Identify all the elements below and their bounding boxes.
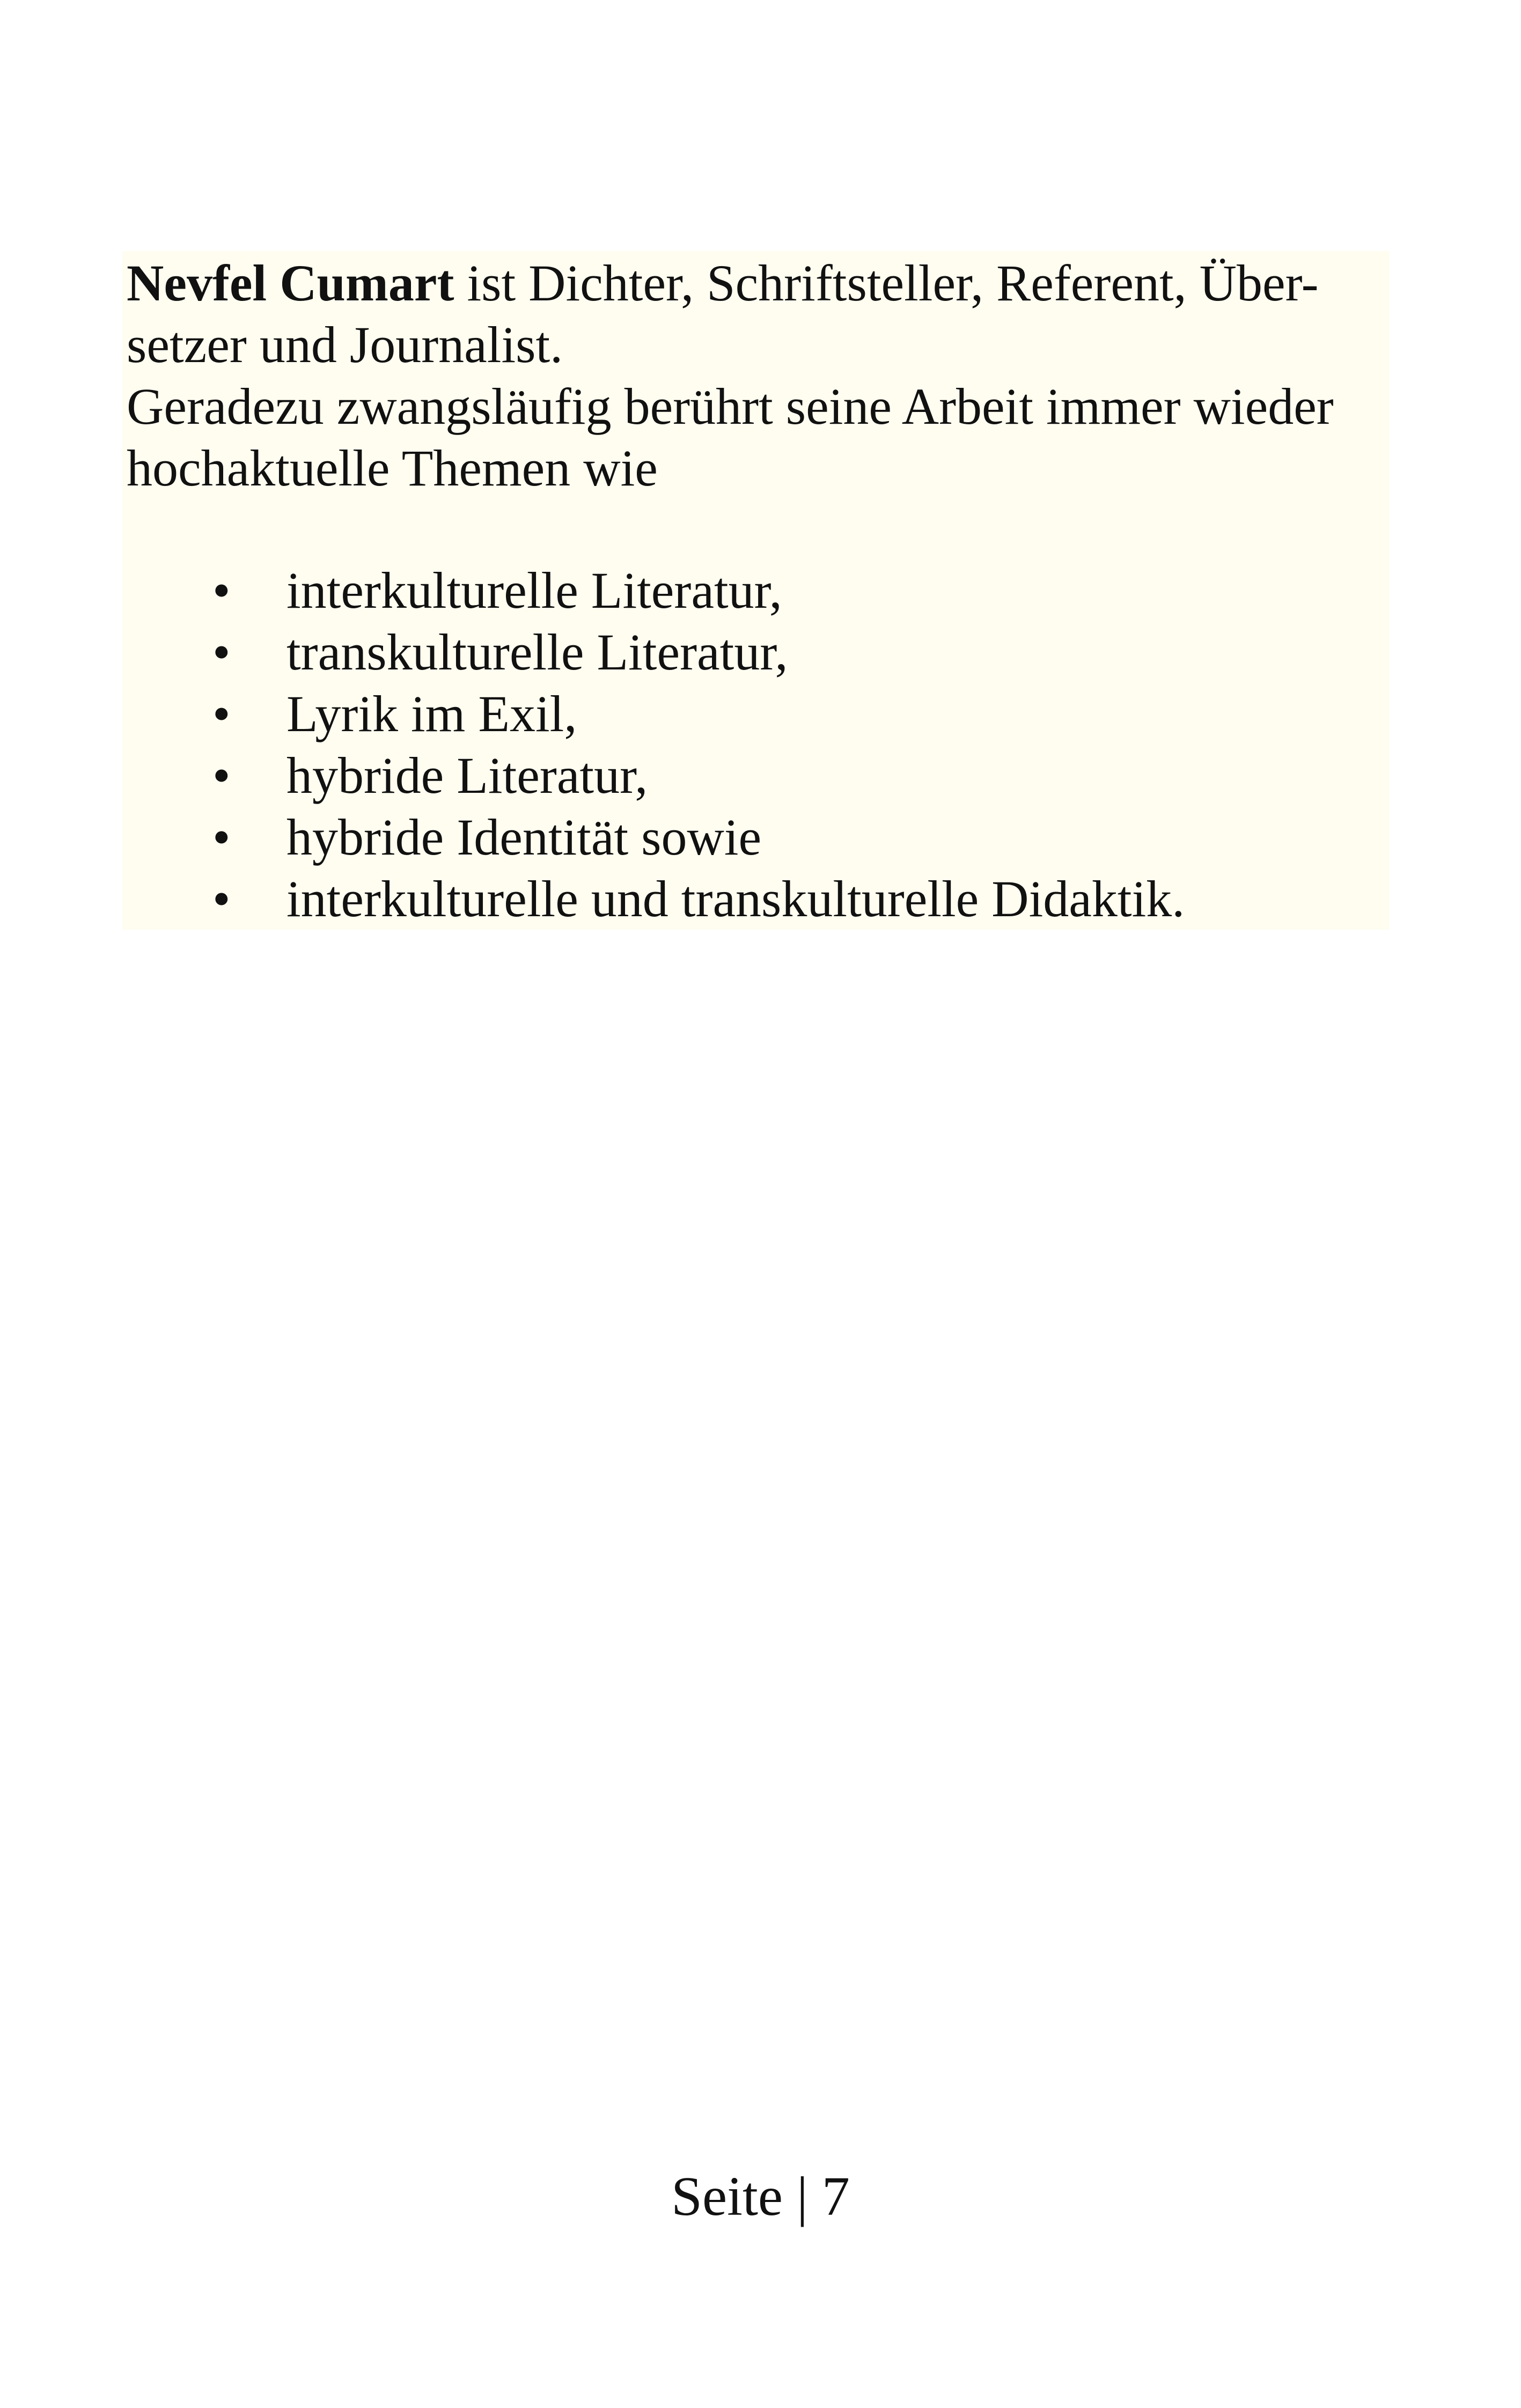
- list-item: [202, 559, 1382, 621]
- list-item: [202, 806, 1382, 868]
- list-item: [202, 868, 1382, 930]
- bullet-icon: •: [212, 870, 231, 927]
- intro-line-1: [127, 252, 1387, 314]
- list-item-text: Lyrik im Exil,: [286, 685, 577, 742]
- intro-line-1-rest: ist Dichter, Schriftsteller, Referent, Über-: [454, 254, 1319, 312]
- intro-line-3: Geradezu zwangsläufig berührt seine Arbeit immer wieder: [127, 378, 1334, 435]
- list-item: [202, 683, 1382, 745]
- intro-line-2: setzer und Journalist.: [127, 316, 563, 373]
- list-item-text: hybride Identität sowie: [286, 808, 762, 866]
- bullet-icon: •: [212, 562, 231, 619]
- list-item: [202, 621, 1382, 683]
- list-item-text: hybride Literatur,: [286, 747, 648, 804]
- bullet-icon: •: [212, 808, 231, 866]
- list-item-text: transkulturelle Literatur,: [286, 623, 788, 681]
- intro-paragraph: [127, 252, 1387, 499]
- list-item-text: interkulturelle und transkulturelle Didaktik.: [286, 870, 1185, 927]
- bullet-icon: •: [212, 747, 231, 804]
- author-name: Nevfel Cumart: [127, 254, 454, 312]
- bullet-icon: •: [212, 685, 231, 742]
- topics-list: [202, 559, 1382, 930]
- intro-line-4: hochaktuelle Themen wie: [127, 439, 658, 497]
- list-item-text: interkulturelle Literatur,: [286, 562, 782, 619]
- page-number: Seite | 7: [671, 2166, 850, 2227]
- bullet-icon: •: [212, 623, 231, 681]
- list-item: [202, 745, 1382, 806]
